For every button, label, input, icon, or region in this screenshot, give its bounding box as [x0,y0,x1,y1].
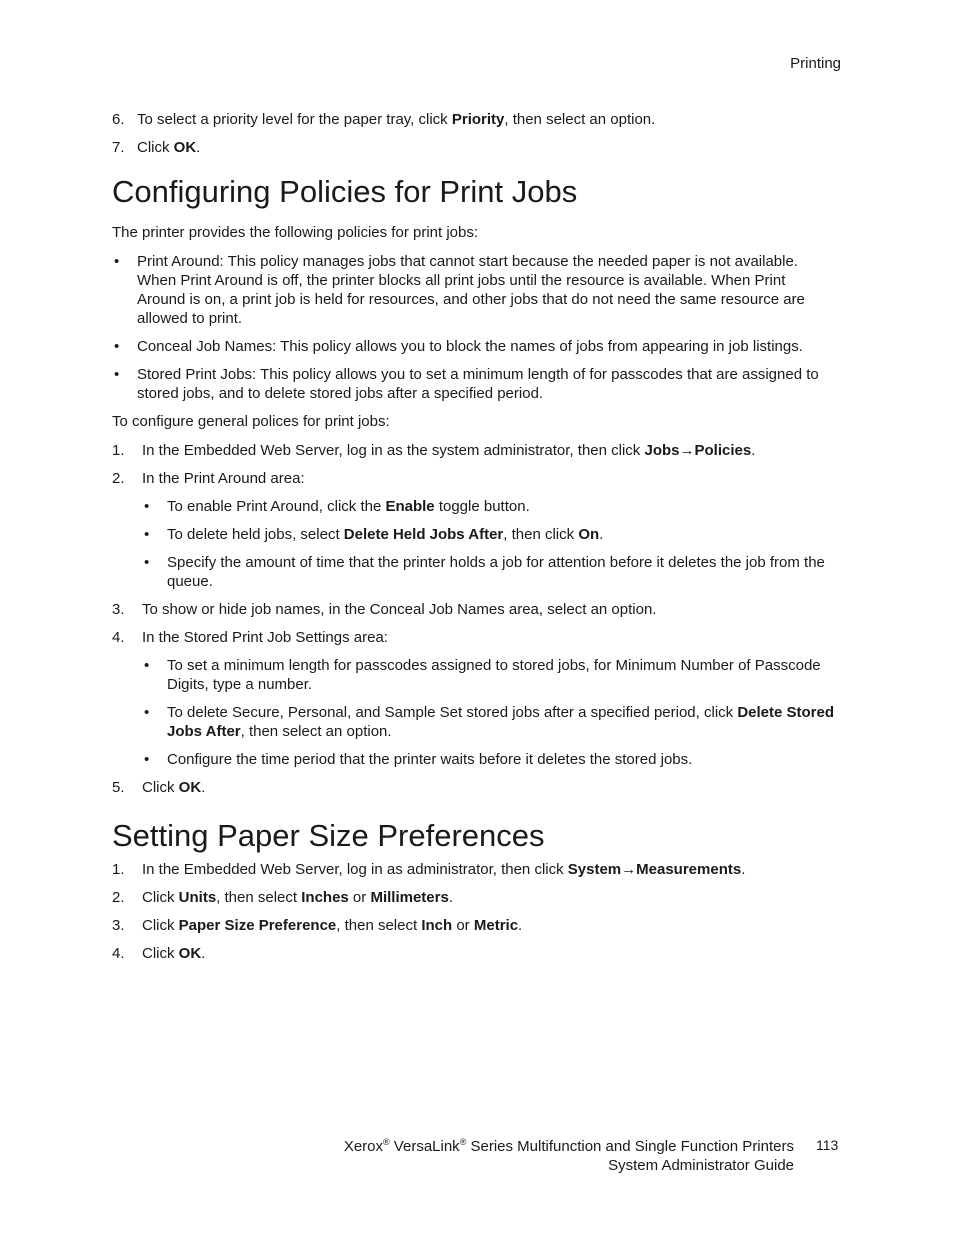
ui-term: Delete Stored Jobs After [167,704,835,740]
paper-steps-list [112,860,837,963]
ui-term: On [578,526,600,543]
step-text: In the Embedded Web Server, log in as the system administrator, then click [142,442,645,459]
step-text: or [348,889,371,906]
footer-text: Xerox [343,1138,383,1155]
ui-term: Measurements [636,861,742,878]
step-number: 4. [112,629,125,646]
step-text: , then select an option. [504,111,656,128]
bullet-text: , then click [503,526,579,543]
step-number: 2. [112,470,125,487]
list-item [142,750,837,769]
step-number: 5. [112,779,125,796]
list-item [112,778,837,797]
list-item [112,916,837,935]
list-item [112,138,837,157]
bullet-icon: • [114,253,120,270]
step-number: 4. [112,945,125,962]
step-text: Click [137,139,174,156]
ui-term: OK [178,945,202,962]
ui-term: Policies [694,442,752,459]
bullet-text: To enable Print Around, click the [167,498,386,515]
sub-bullet-list [142,497,837,591]
bullet-icon: • [144,657,150,674]
bullet-icon: • [144,751,150,768]
configure-intro: To configure general polices for print jobs: [112,413,390,430]
bullet-text: Conceal Job Names: This policy allows you to block the names of jobs from appearing in job listings. [137,338,803,355]
footer-text: Series Multifunction and Single Function Printers [466,1138,794,1155]
list-item [112,600,837,619]
step-text: In the Embedded Web Server, log in as administrator, then click [142,861,568,878]
list-item [112,441,837,460]
ui-term: Delete Held Jobs After [343,526,504,543]
bullet-icon: • [144,554,150,571]
ui-term: OK [178,779,202,796]
step-text: , then select [336,917,422,934]
bullet-icon: • [114,366,120,383]
running-head: Printing [790,55,841,72]
previous-steps-list [112,110,837,157]
list-item [142,703,837,741]
step-text: In the Print Around area: [142,470,305,487]
ui-term: Millimeters [370,889,449,906]
step-number: 3. [112,917,125,934]
footer-guide-title: System Administrator Guide [608,1157,794,1174]
list-item [112,252,837,328]
step-number: 1. [112,861,125,878]
list-item [142,525,837,544]
footer-text: VersaLink [389,1138,460,1155]
arrow-icon: → [679,442,695,459]
bullet-text: Specify the amount of time that the printer holds a job for attention before it deletes the job from the queue. [167,554,825,590]
step-text: or [452,917,474,934]
registered-mark: ® [459,1137,467,1147]
bullet-icon: • [144,498,150,515]
list-item [112,110,837,129]
step-text: To show or hide job names, in the Conceal Job Names area, select an option. [142,601,657,618]
page-footer [344,1137,794,1175]
page-content [112,110,837,972]
sub-bullet-list [142,656,837,769]
bullet-text: To set a minimum length for passcodes assigned to stored jobs, for Minimum Number of Passcode Digits, type a number. [167,657,821,693]
list-item [112,628,837,769]
bullet-text: toggle button. [434,498,530,515]
step-text: . [201,945,206,962]
ui-term: Paper Size Preference [178,917,337,934]
list-item [112,469,837,591]
arrow-icon: → [621,861,637,878]
step-text: . [201,779,206,796]
list-item [112,888,837,907]
step-text: . [448,889,453,906]
ui-term: Units [178,889,217,906]
list-item [112,365,837,403]
page-number: 113 [816,1137,839,1153]
ui-term: Inches [301,889,349,906]
step-text: . [751,442,756,459]
step-text: To select a priority level for the paper tray, click [137,111,452,128]
step-number: 2. [112,889,125,906]
section-heading-paper-size: Setting Paper Size Preferences [112,818,545,853]
list-item [142,553,837,591]
list-item [112,337,837,356]
step-number: 6. [112,111,125,128]
bullet-icon: • [144,526,150,543]
step-number: 7. [112,139,125,156]
bullet-text: Configure the time period that the printer waits before it deletes the stored jobs. [167,751,693,768]
bullet-text: To delete Secure, Personal, and Sample Set stored jobs after a specified period, click [167,704,738,721]
ui-term: Inch [421,917,453,934]
bullet-icon: • [114,338,120,355]
step-text: , then select [216,889,302,906]
step-text: . [196,139,201,156]
policies-steps-list [112,441,837,797]
list-item [142,656,837,694]
bullet-text: Stored Print Jobs: This policy allows you to set a minimum length of for passcodes that are assigned to stored jobs, and to delete stored jobs after a specified period. [137,366,819,402]
list-item [142,497,837,516]
ui-term: Enable [385,498,435,515]
step-text: In the Stored Print Job Settings area: [142,629,388,646]
ui-term: System [567,861,622,878]
bullet-text: . [599,526,604,543]
step-text: Click [142,889,179,906]
footer-product-line [344,1137,794,1156]
step-text: Click [142,917,179,934]
ui-term: Metric [473,917,519,934]
ui-term: Jobs [644,442,680,459]
bullet-text: To delete held jobs, select [167,526,344,543]
policies-bullet-list [112,252,837,403]
list-item [112,860,837,879]
step-text: Click [142,945,179,962]
step-text: Click [142,779,179,796]
policies-intro: The printer provides the following policies for print jobs: [112,224,479,241]
bullet-icon: • [144,704,150,721]
list-item [112,944,837,963]
step-number: 1. [112,442,125,459]
step-number: 3. [112,601,125,618]
step-text: . [741,861,746,878]
registered-mark: ® [383,1137,390,1147]
bullet-text: Print Around: This policy manages jobs that cannot start because the needed paper is not available. When Print Around is off, the printer blocks all print jobs until the resource is available. When Print Around is on, a print job is held for resources, and other jobs that do not need the same resource are allowed to print. [137,253,805,327]
bullet-text: , then select an option. [240,723,392,740]
ui-term: Priority [451,111,505,128]
ui-term: OK [173,139,197,156]
step-text: . [518,917,523,934]
section-heading-policies: Configuring Policies for Print Jobs [112,174,578,209]
